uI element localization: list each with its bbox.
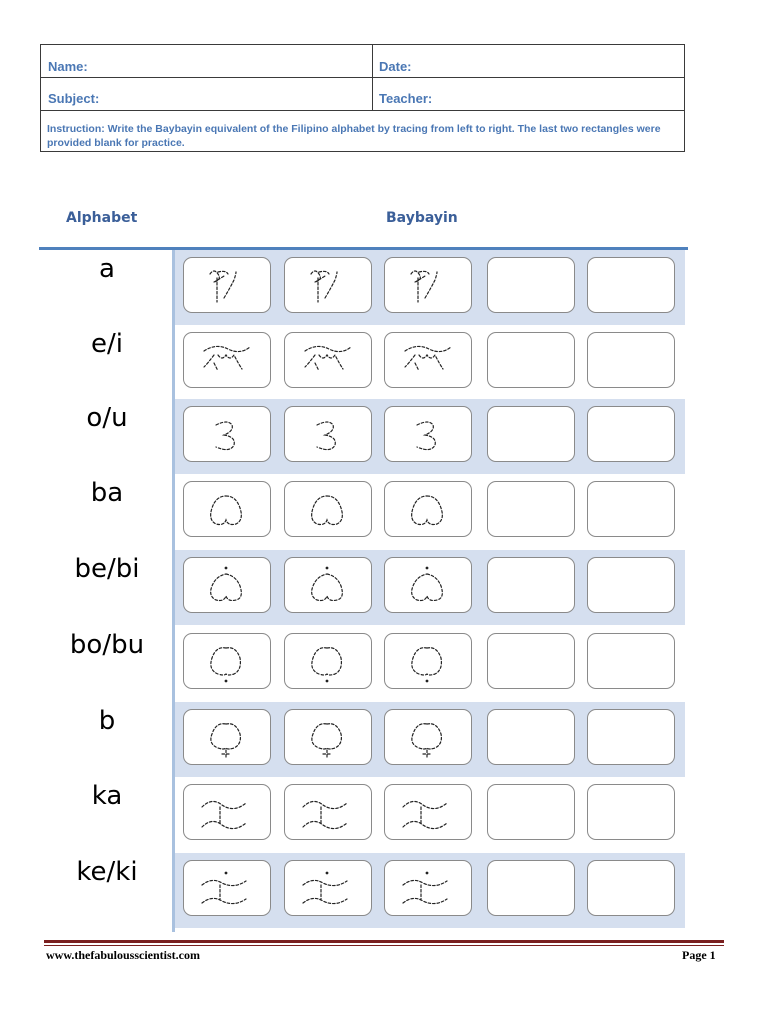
baybayin-ba-glyph bbox=[385, 482, 473, 538]
letter-label: b bbox=[98, 706, 116, 736]
footer-page-number: Page 1 bbox=[682, 948, 716, 962]
trace-box[interactable] bbox=[284, 860, 372, 916]
trace-box[interactable] bbox=[284, 709, 372, 765]
practice-box[interactable] bbox=[487, 784, 575, 840]
trace-box[interactable] bbox=[284, 784, 372, 840]
trace-box[interactable] bbox=[183, 633, 271, 689]
baybayin-ba-glyph bbox=[184, 482, 272, 538]
letter-label: e/i bbox=[91, 329, 123, 359]
trace-box[interactable] bbox=[384, 557, 472, 613]
practice-box[interactable] bbox=[487, 860, 575, 916]
baybayin-ou-glyph bbox=[285, 407, 373, 463]
baybayin-keki-glyph bbox=[385, 861, 473, 917]
baybayin-b-glyph bbox=[385, 710, 473, 766]
baybayin-b-glyph bbox=[285, 710, 373, 766]
letter-label: ka bbox=[91, 781, 123, 811]
practice-box[interactable] bbox=[587, 406, 675, 462]
trace-box[interactable] bbox=[284, 633, 372, 689]
baybayin-a-glyph bbox=[385, 258, 473, 314]
practice-box[interactable] bbox=[487, 557, 575, 613]
trace-box[interactable] bbox=[183, 481, 271, 537]
trace-box[interactable] bbox=[183, 557, 271, 613]
practice-box[interactable] bbox=[587, 332, 675, 388]
trace-box[interactable] bbox=[183, 784, 271, 840]
practice-box[interactable] bbox=[487, 481, 575, 537]
trace-box[interactable] bbox=[284, 257, 372, 313]
baybayin-keki-glyph bbox=[184, 861, 272, 917]
trace-box[interactable] bbox=[284, 406, 372, 462]
trace-box[interactable] bbox=[284, 332, 372, 388]
trace-box[interactable] bbox=[183, 860, 271, 916]
trace-box[interactable] bbox=[183, 257, 271, 313]
baybayin-ka-glyph bbox=[184, 785, 272, 841]
practice-box[interactable] bbox=[587, 557, 675, 613]
letter-label: o/u bbox=[86, 403, 128, 433]
baybayin-bebi-glyph bbox=[285, 558, 373, 614]
footer-website: www.thefabulousscientist.com bbox=[46, 948, 201, 962]
baybayin-ei-glyph bbox=[385, 333, 473, 389]
practice-box[interactable] bbox=[587, 784, 675, 840]
alphabet-column-heading: Alphabet bbox=[66, 210, 138, 226]
footer-rule-thin bbox=[44, 945, 724, 946]
baybayin-column-heading: Baybayin bbox=[386, 210, 458, 226]
baybayin-bebi-glyph bbox=[385, 558, 473, 614]
trace-box[interactable] bbox=[384, 406, 472, 462]
trace-box[interactable] bbox=[384, 257, 472, 313]
header-divider bbox=[372, 45, 373, 111]
instruction-text: Instruction: Write the Baybayin equivalent of the Filipino alphabet by tracing from left to right. The last two rectangles were provided blank for practice. bbox=[47, 123, 661, 149]
baybayin-ka-glyph bbox=[385, 785, 473, 841]
header-row-2 bbox=[41, 78, 684, 111]
trace-box[interactable] bbox=[183, 332, 271, 388]
letter-label: be/bi bbox=[74, 554, 140, 584]
baybayin-keki-glyph bbox=[285, 861, 373, 917]
baybayin-ou-glyph bbox=[184, 407, 272, 463]
trace-box[interactable] bbox=[384, 709, 472, 765]
trace-box[interactable] bbox=[183, 709, 271, 765]
baybayin-bobu-glyph bbox=[385, 634, 473, 690]
name-label: Name: bbox=[48, 59, 88, 74]
practice-box[interactable] bbox=[487, 332, 575, 388]
subject-label: Subject: bbox=[48, 91, 100, 106]
header-row-1 bbox=[41, 45, 684, 78]
practice-box[interactable] bbox=[587, 860, 675, 916]
baybayin-bobu-glyph bbox=[184, 634, 272, 690]
baybayin-ba-glyph bbox=[285, 482, 373, 538]
baybayin-b-glyph bbox=[184, 710, 272, 766]
trace-box[interactable] bbox=[384, 332, 472, 388]
baybayin-bobu-glyph bbox=[285, 634, 373, 690]
trace-box[interactable] bbox=[384, 481, 472, 537]
baybayin-a-glyph bbox=[184, 258, 272, 314]
trace-box[interactable] bbox=[284, 481, 372, 537]
letter-label: ke/ki bbox=[76, 857, 138, 887]
practice-box[interactable] bbox=[587, 481, 675, 537]
footer-rule-thick bbox=[44, 940, 724, 943]
baybayin-ei-glyph bbox=[285, 333, 373, 389]
trace-box[interactable] bbox=[384, 784, 472, 840]
teacher-label: Teacher: bbox=[379, 91, 433, 106]
letter-label: a bbox=[99, 254, 115, 284]
practice-box[interactable] bbox=[487, 709, 575, 765]
practice-box[interactable] bbox=[487, 257, 575, 313]
practice-box[interactable] bbox=[487, 633, 575, 689]
trace-box[interactable] bbox=[284, 557, 372, 613]
practice-box[interactable] bbox=[587, 257, 675, 313]
baybayin-ka-glyph bbox=[285, 785, 373, 841]
letter-label: ba bbox=[90, 478, 124, 508]
trace-box[interactable] bbox=[384, 633, 472, 689]
baybayin-ou-glyph bbox=[385, 407, 473, 463]
baybayin-bebi-glyph bbox=[184, 558, 272, 614]
trace-box[interactable] bbox=[384, 860, 472, 916]
practice-box[interactable] bbox=[587, 709, 675, 765]
header-form bbox=[40, 44, 685, 152]
trace-box[interactable] bbox=[183, 406, 271, 462]
practice-box[interactable] bbox=[487, 406, 575, 462]
baybayin-a-glyph bbox=[285, 258, 373, 314]
date-label: Date: bbox=[379, 59, 412, 74]
baybayin-ei-glyph bbox=[184, 333, 272, 389]
letter-label: bo/bu bbox=[69, 630, 145, 660]
practice-box[interactable] bbox=[587, 633, 675, 689]
